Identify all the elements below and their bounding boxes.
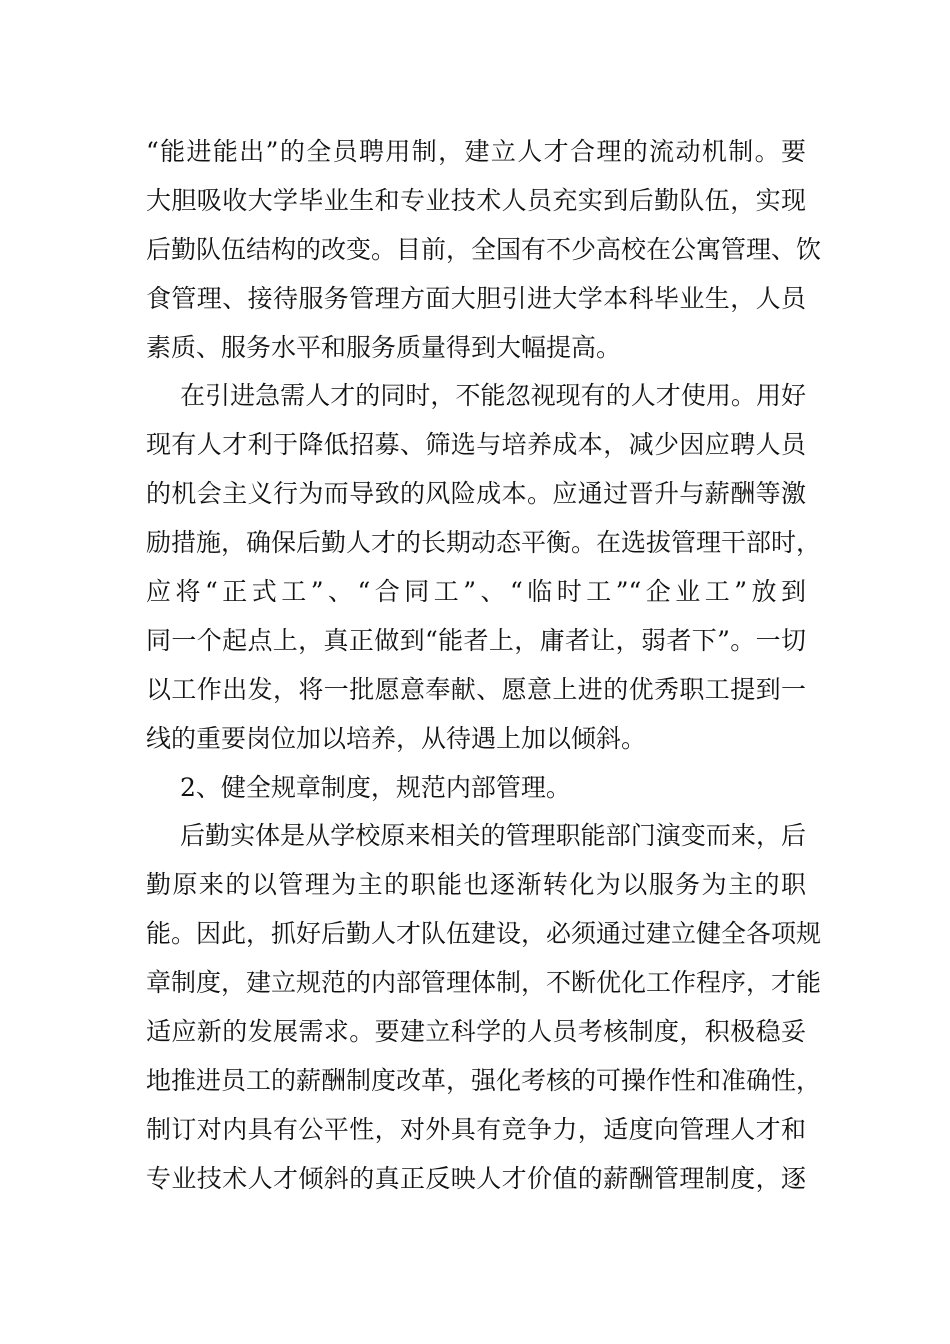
text-line: 能。因此，抓好后勤人才队伍建设，必须通过建立健全各项规: [146, 919, 822, 949]
text-line: 励措施，确保后勤人才的长期动态平衡。在选拔管理干部时，: [146, 528, 822, 558]
text-line: 勤原来的以管理为主的职能也逐渐转化为以服务为主的职: [146, 870, 806, 900]
text-line: 以工作出发，将一批愿意奉献、愿意上进的优秀职工提到一: [146, 674, 806, 704]
text-line: 食管理、接待服务管理方面大胆引进大学本科毕业生，人员: [146, 283, 806, 313]
text-line: 地推进员工的薪酬制度改革，强化考核的可操作性和准确性，: [146, 1065, 822, 1095]
text-line: 章制度，建立规范的内部管理体制，不断优化工作程序，才能: [146, 968, 822, 998]
text-line: 的机会主义行为而导致的风险成本。应通过晋升与薪酬等激: [146, 479, 806, 509]
text-line: 同一个起点上，真正做到“能者上，庸者让，弱者下”。一切: [146, 625, 806, 655]
body-text: [146, 128, 822, 1204]
text-line: 应将“正式工”、“合同工”、“临时工”“企业工”放到: [146, 577, 806, 607]
text-line: 现有人才利于降低招募、筛选与培养成本，减少因应聘人员: [146, 430, 806, 460]
text-line: 制订对内具有公平性，对外具有竞争力，适度向管理人才和: [146, 1114, 806, 1144]
text-line: 后勤队伍结构的改变。目前，全国有不少高校在公寓管理、饮: [146, 234, 822, 264]
section-heading: 2、健全规章制度，规范内部管理。: [180, 772, 571, 802]
text-line: “能进能出”的全员聘用制，建立人才合理的流动机制。要: [146, 137, 806, 166]
text-line: 线的重要岗位加以培养，从待遇上加以倾斜。: [146, 723, 647, 753]
text-line: 专业技术人才倾斜的真正反映人才价值的薪酬管理制度，逐: [146, 1163, 806, 1193]
paragraph-start-line: 后勤实体是从学校原来相关的管理职能部门演变而来，后: [180, 821, 806, 851]
text-line: 素质、服务水平和服务质量得到大幅提高。: [146, 332, 622, 362]
text-line: 大胆吸收大学毕业生和专业技术人员充实到后勤队伍，实现: [146, 185, 806, 215]
paragraph-start-line: 在引进急需人才的同时，不能忽视现有的人才使用。用好: [180, 381, 806, 411]
text-line: 适应新的发展需求。要建立科学的人员考核制度，积极稳妥: [146, 1017, 806, 1047]
